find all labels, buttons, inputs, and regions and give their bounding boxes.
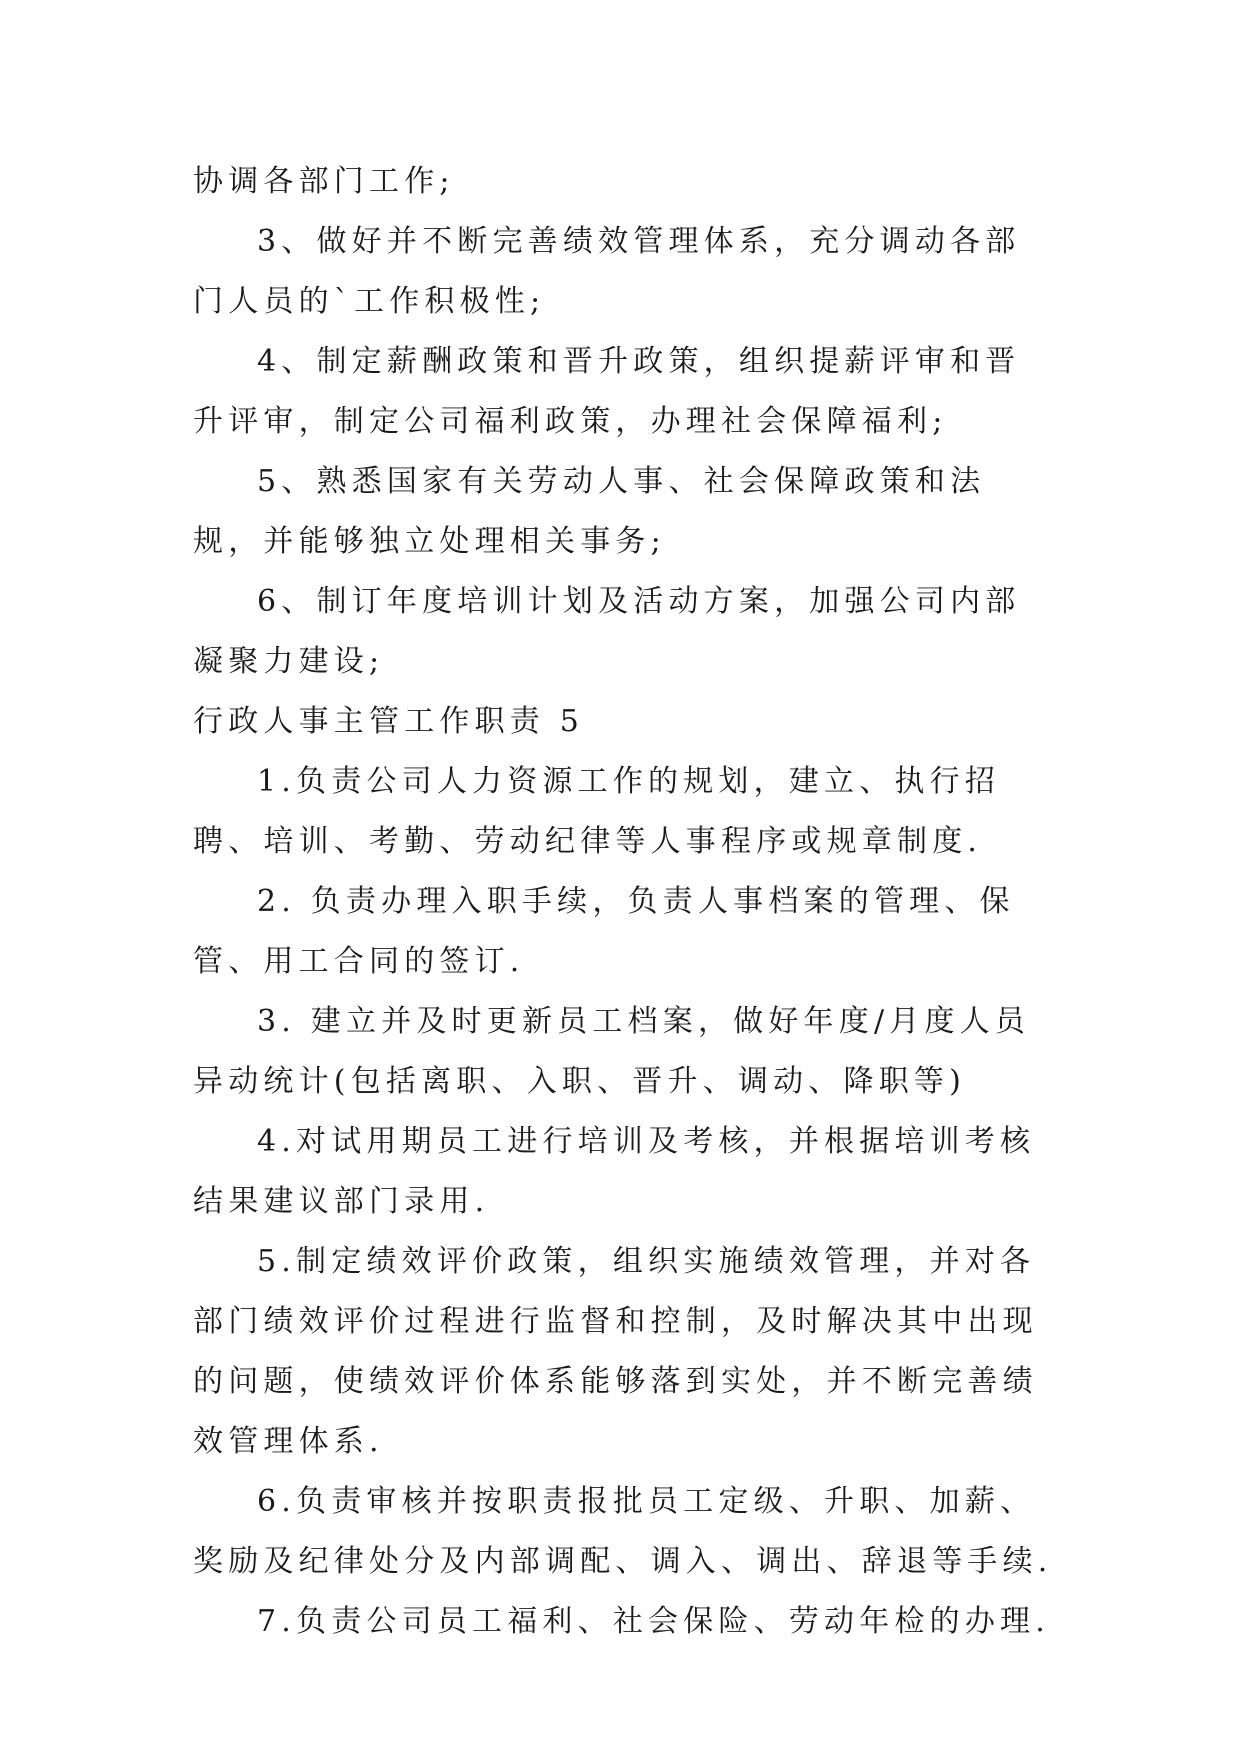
duty-item-7: 7.负责公司员工福利、社会保险、劳动年检的办理.: [257, 1604, 1050, 1639]
duty-item-3: 3. 建立并及时更新员工档案，做好年度/月度人员异动统计(包括离职、入职、晋升、调动、降职等): [193, 1004, 1031, 1099]
duty-item-5: 5.制定绩效评价政策，组织实施绩效管理，并对各部门绩效评价过程进行监督和控制，及时解决其中出现的问题，使绩效评价体系能够落到实处，并不断完善绩效管理体系.: [193, 1244, 1038, 1459]
paragraph-item-5: 5、熟悉国家有关劳动人事、社会保障政策和法规，并能够独立处理相关事务;: [193, 464, 986, 559]
duty-item-2: 2. 负责办理入职手续，负责人事档案的管理、保管、用工合同的签订.: [193, 884, 1015, 979]
duty-item-1: 1.负责公司人力资源工作的规划，建立、执行招聘、培训、考勤、劳动纪律等人事程序或规章制度.: [193, 764, 1001, 859]
duty-item-6: 6.负责审核并按职责报批员工定级、升职、加薪、奖励及纪律处分及内部调配、调入、调出、辞退等手续.: [193, 1484, 1053, 1579]
paragraph-item-3: 3、做好并不断完善绩效管理体系，充分调动各部门人员的`工作积极性;: [193, 224, 1021, 319]
duty-item-4: 4.对试用期员工进行培训及考核，并根据培训考核结果建议部门录用.: [193, 1124, 1036, 1219]
paragraph-item-4: 4、制定薪酬政策和晋升政策，组织提薪评审和晋升评审，制定公司福利政策，办理社会保障福利;: [193, 344, 1021, 439]
document-body: [193, 152, 1055, 1652]
section-heading: 行政人事主管工作职责 5: [193, 704, 585, 739]
paragraph-item-6: 6、制订年度培训计划及活动方案，加强公司内部凝聚力建设;: [193, 584, 1021, 679]
paragraph-continuation: 协调各部门工作;: [193, 164, 455, 199]
